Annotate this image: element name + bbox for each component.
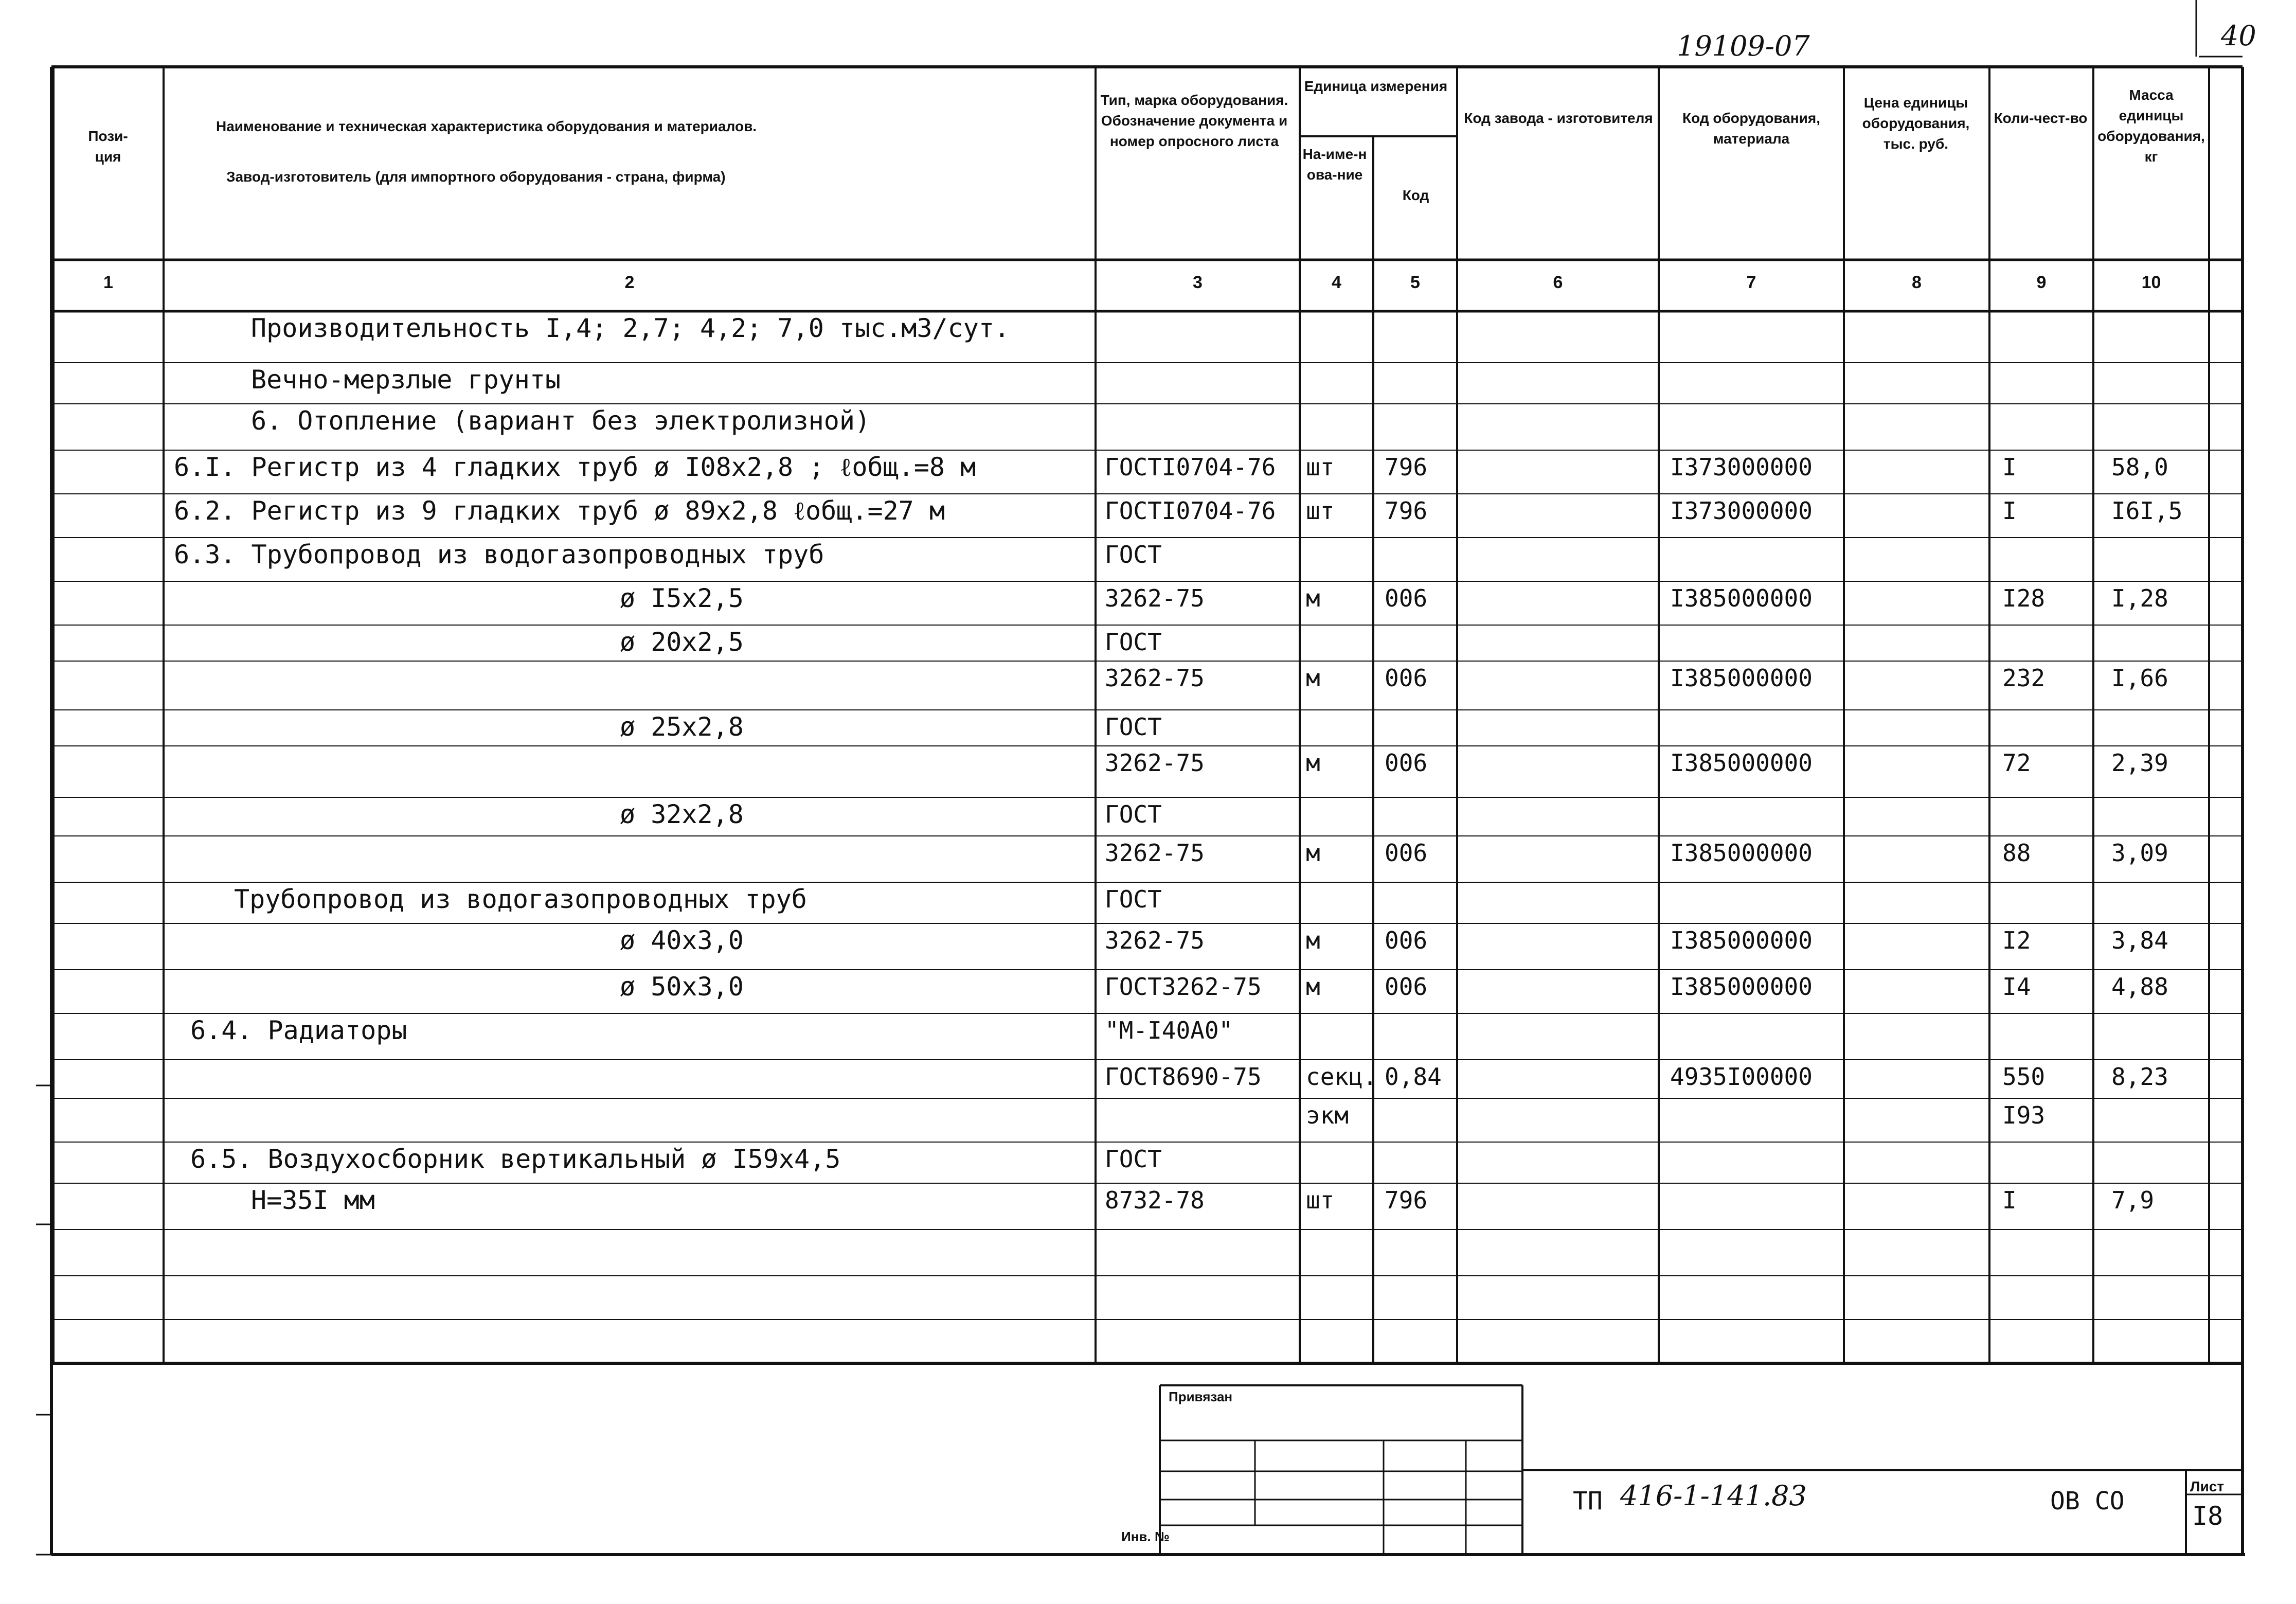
item-equipment-code: I385000000 [1670,749,1813,777]
item-unit-name: м [1306,584,1320,612]
item-unit-mass: 3,84 [2111,926,2168,954]
item-unit-mass: I6I,5 [2111,497,2183,525]
item-unit-name: м [1306,664,1320,692]
item-designation: ГОСТ [1105,885,1162,913]
header-unit-code: Код [1402,187,1429,203]
item-equipment-code: I385000000 [1670,839,1813,867]
section-code: ОВ СО [2050,1487,2125,1516]
item-quantity: I [2002,453,2017,481]
sheet-label: Лист [2190,1478,2225,1494]
sheet-number: I8 [2192,1501,2223,1531]
title-block-inventory-label: Инв. № [1121,1529,1170,1544]
column-number: 6 [1553,273,1563,292]
item-designation: 8732-78 [1105,1186,1205,1214]
item-designation: 3262-75 [1105,664,1205,692]
header-quantity: Коли-чест-во [1994,110,2088,126]
item-name: 6.4. Радиаторы [190,1015,407,1045]
item-quantity: I [2002,1186,2017,1214]
corner-document-id: 19109-07 [1677,30,1810,62]
item-name: Производительность I,4; 2,7; 4,2; 7,0 тыс.м3/сут. [251,313,1010,343]
item-unit-name: шт [1306,453,1335,481]
item-quantity: I2 [2002,926,2031,954]
item-designation: ГОСТ8690-75 [1105,1063,1262,1091]
project-code: 416-1-141.83 [1620,1480,1807,1512]
header-position: Пози- ция [88,128,128,165]
item-quantity: 232 [2002,664,2046,692]
corner-sheet-number: 40 [2221,20,2256,52]
item-equipment-code: I385000000 [1670,973,1813,1001]
item-unit-name: м [1306,973,1320,1001]
item-unit-code: 006 [1385,749,1428,777]
item-name: Трубопровод из водогазопроводных труб [234,884,807,914]
item-unit-mass: 4,88 [2111,973,2168,1001]
item-quantity: I28 [2002,584,2046,612]
item-unit-code: 796 [1385,1186,1428,1214]
project-prefix: ТП [1573,1487,1603,1516]
item-designation: ГОСТ [1105,628,1162,656]
column-number: 9 [2036,273,2047,292]
item-name: ø 25x2,8 [620,712,744,742]
item-equipment-code: 4935I00000 [1670,1063,1813,1091]
item-designation: 3262-75 [1105,926,1205,954]
item-quantity: I [2002,497,2017,525]
item-unit-name: м [1306,839,1320,867]
item-unit-code: 006 [1385,926,1428,954]
column-number: 4 [1332,273,1341,292]
item-designation: 3262-75 [1105,749,1205,777]
column-number: 7 [1746,273,1756,292]
header-manufacturer-code: Код завода - изготовителя [1464,110,1653,126]
item-designation: 3262-75 [1105,584,1205,612]
item-name: 6.5. Воздухосборник вертикальный ø I59x4,5 [190,1144,841,1174]
item-unit-name: м [1306,926,1320,954]
item-equipment-code: I385000000 [1670,584,1813,612]
item-designation: ГОСТ3262-75 [1105,973,1262,1001]
item-unit-name: секц. [1306,1063,1377,1091]
item-unit-name: м [1306,749,1320,777]
item-unit-name: шт [1306,497,1335,525]
item-designation: ГОСТI0704-76 [1105,453,1276,481]
header-unit-price: Цена единицы оборудования, тыс. руб. [1862,95,1970,152]
item-name: 6.3. Трубопровод из водогазопроводных труб [174,540,824,569]
item-unit-mass: 2,39 [2111,749,2168,777]
item-designation: ГОСТI0704-76 [1105,497,1276,525]
item-unit-mass: I,28 [2111,584,2168,612]
item-name: ø 32x2,8 [620,799,744,829]
item-unit-code: 006 [1385,584,1428,612]
item-designation: ГОСТ [1105,1145,1162,1173]
item-name: ø 20x2,5 [620,627,744,657]
item-equipment-code: I385000000 [1670,926,1813,954]
item-unit-code: 796 [1385,453,1428,481]
item-equipment-code: I373000000 [1670,453,1813,481]
item-name: ø 40x3,0 [620,925,744,955]
item-unit-code: 006 [1385,839,1428,867]
item-unit-name: шт [1306,1186,1335,1214]
item-unit-name: экм [1306,1101,1349,1129]
header-unit-name: На-име-нова-ние [1302,146,1367,183]
item-name: 6. Отопление (вариант без электролизной) [251,406,871,436]
header-unit-mass: Масса единицы оборудования, кг [2097,87,2205,165]
item-unit-mass: 7,9 [2111,1186,2155,1214]
item-unit-code: 796 [1385,497,1428,525]
header-equipment-code: Код оборудования, материала [1682,110,1821,147]
column-number: 2 [624,273,635,292]
item-designation: ГОСТ [1105,713,1162,741]
item-quantity: I93 [2002,1101,2046,1129]
item-unit-code: 006 [1385,973,1428,1001]
item-designation: ГОСТ [1105,800,1162,828]
item-quantity: I4 [2002,973,2031,1001]
header-type-designation: Тип, марка оборудования. Обозначение документа и номер опросного листа [1100,92,1288,149]
item-name: ø 50x3,0 [620,972,744,1002]
item-unit-mass: 58,0 [2111,453,2168,481]
column-number: 3 [1193,273,1203,292]
item-unit-mass: 8,23 [2111,1063,2168,1091]
header-unit-group: Единица измерения [1304,78,1448,94]
item-equipment-code: I373000000 [1670,497,1813,525]
item-equipment-code: I385000000 [1670,664,1813,692]
item-quantity: 88 [2002,839,2031,867]
item-name: 6.2. Регистр из 9 гладких труб ø 89x2,8 ℓобщ.=27 м [174,496,945,526]
column-number: 8 [1912,273,1922,292]
item-quantity: 72 [2002,749,2031,777]
item-name: Н=35I мм [251,1185,375,1215]
column-number: 5 [1410,273,1420,292]
item-name: 6.I. Регистр из 4 гладких труб ø I08x2,8 ; ℓобщ.=8 м [174,452,976,482]
item-designation: ГОСТ [1105,541,1162,568]
title-block-tied-label: Привязан [1169,1389,1233,1404]
header-name-characteristics: Наименование и техническая характеристика оборудования и материалов. [216,118,757,134]
column-number: 1 [103,273,113,292]
item-unit-mass: 3,09 [2111,839,2168,867]
item-name: ø I5x2,5 [620,583,744,613]
item-designation: 3262-75 [1105,839,1205,867]
item-designation: "М-I40А0" [1105,1017,1233,1044]
header-manufacturer-note: Завод-изготовитель (для импортного оборудования - страна, фирма) [226,169,726,185]
item-quantity: 550 [2002,1063,2046,1091]
item-unit-mass: I,66 [2111,664,2168,692]
item-name: Вечно-мерзлые грунты [251,365,561,395]
column-number: 10 [2141,273,2161,292]
item-unit-code: 006 [1385,664,1428,692]
item-unit-code: 0,84 [1385,1063,1442,1091]
